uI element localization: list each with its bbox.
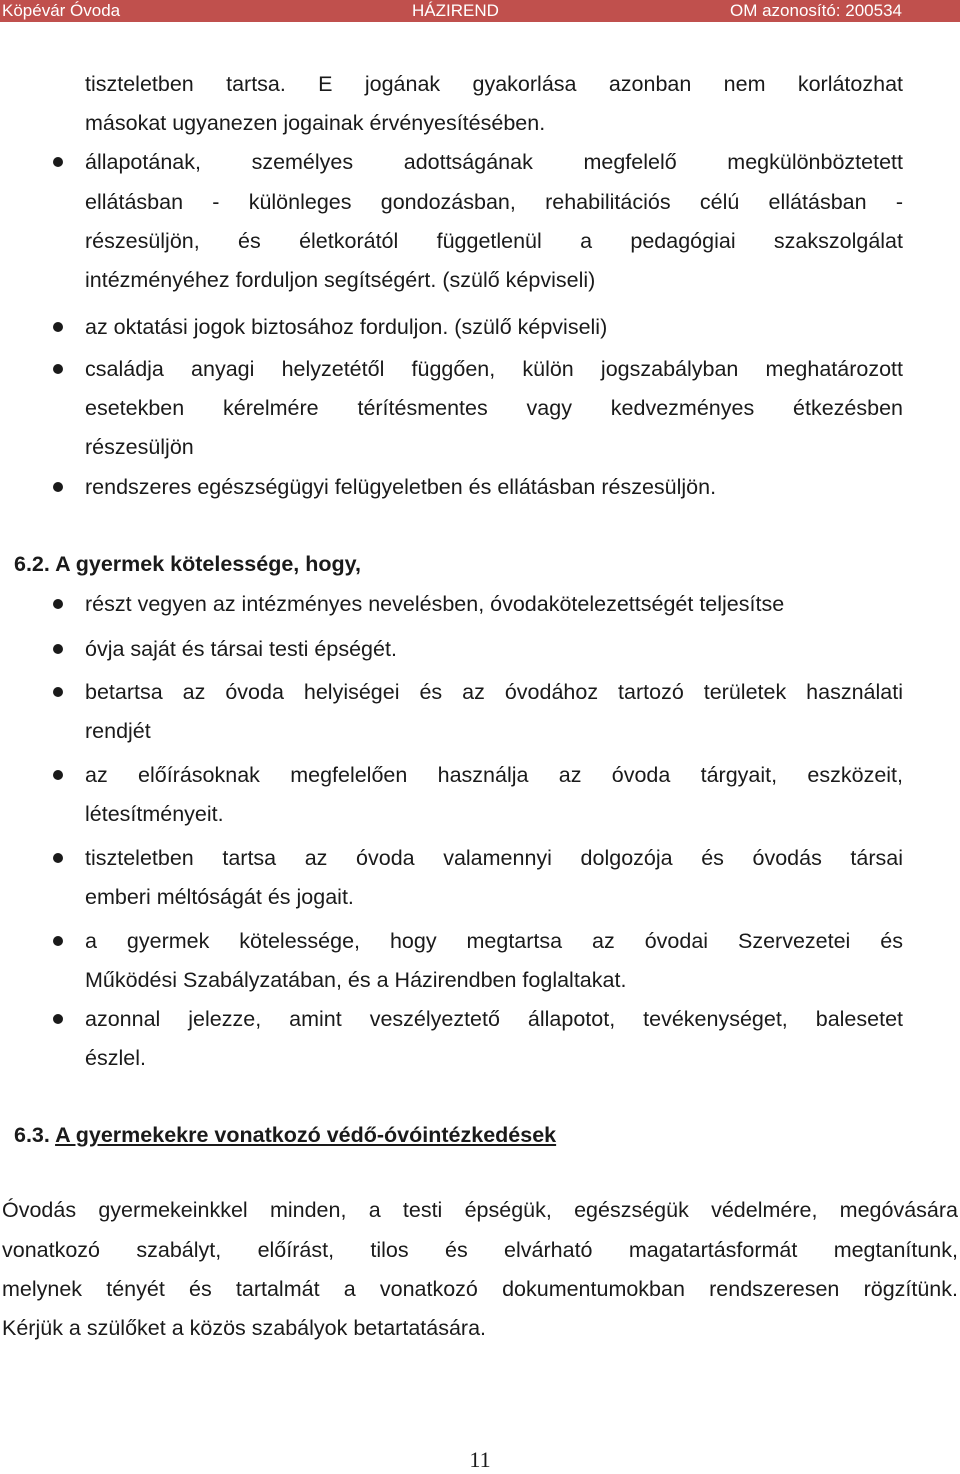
text-line: másokat ugyanezen jogainak érvényesítésében. — [85, 111, 546, 135]
bullet-icon — [53, 687, 63, 697]
section-heading-6-3 — [14, 1121, 556, 1149]
header-om-id: OM azonosító: 200534 — [729, 1, 902, 20]
section-title: A gyermekekre vonatkozó védő-óvóintézkedések — [55, 1123, 557, 1147]
bullet-icon — [53, 936, 63, 946]
header-school-name: Köpévár Óvoda — [2, 1, 121, 20]
list-item-line: létesítményeit. — [85, 802, 224, 826]
list-item-line: észlel. — [85, 1046, 146, 1070]
list-item-line: ellátásban - különleges gondozásban, rehabilitációs célú ellátásban - — [85, 190, 903, 214]
section-number: 6.2. — [14, 552, 50, 576]
section-heading-6-2 — [14, 550, 361, 578]
list-item-line: Működési Szabályzatában, és a Házirendben foglaltakat. — [85, 968, 627, 992]
list-item-line: emberi méltóságát és jogait. — [85, 885, 354, 909]
list-item-line: az előírásoknak megfelelően használja az óvoda tárgyait, eszközeit, — [85, 763, 903, 787]
list-item-line: rendjét — [85, 719, 151, 743]
page-number: 11 — [469, 1447, 491, 1472]
paragraph-line: melynek tényét és tartalmát a vonatkozó dokumentumokban rendszeresen rögzítünk. — [2, 1277, 958, 1301]
paragraph-line: Kérjük a szülőket a közös szabályok betartatására. — [2, 1316, 487, 1340]
list-item-line: családja anyagi helyzetétől függően, külön jogszabályban meghatározott — [85, 357, 903, 381]
bullet-icon — [53, 599, 63, 609]
list-item-line: azonnal jelezze, amint veszélyeztető állapotot, tevékenységet, balesetet — [85, 1007, 903, 1031]
bullet-icon — [53, 157, 63, 167]
list-item-line: betartsa az óvoda helyiségei és az óvodához tartozó területek használati — [85, 680, 903, 704]
list-item-line: tiszteletben tartsa az óvoda valamennyi dolgozója és óvodás társai — [85, 846, 903, 870]
list-item-line: az oktatási jogok biztosához forduljon. (szülő képviseli) — [85, 315, 608, 339]
bullet-icon — [53, 770, 63, 780]
list-item-line: részt vegyen az intézményes nevelésben, óvodakötelezettségét teljesítse — [85, 592, 785, 616]
list-item-line: esetekben kérelmére térítésmentes vagy kedvezményes étkezésben — [85, 396, 903, 420]
list-item-line: óvja saját és társai testi épségét. — [85, 637, 397, 661]
list-item-line: rendszeres egészségügyi felügyeletben és ellátásban részesüljön. — [85, 475, 717, 499]
section-title: A gyermek kötelessége, hogy, — [55, 552, 361, 576]
list-item-line: intézményéhez forduljon segítségért. (szülő képviseli) — [85, 268, 596, 292]
list-item-line: részesüljön, és életkorától függetlenül a pedagógiai szakszolgálat — [85, 229, 903, 253]
bullet-icon — [53, 1014, 63, 1024]
list-item-line: részesüljön — [85, 435, 194, 459]
bullet-icon — [53, 853, 63, 863]
paragraph-line: Óvodás gyermekeinkkel minden, a testi épségük, egészségük védelmére, megóvására — [2, 1198, 958, 1222]
bullet-icon — [53, 482, 63, 492]
bullet-icon — [53, 322, 63, 332]
header-document-title: HÁZIREND — [412, 1, 499, 20]
bullet-icon — [53, 644, 63, 654]
page-header — [0, 0, 960, 22]
text-line: tiszteletben tartsa. E jogának gyakorlása azonban nem korlátozhat — [85, 72, 903, 96]
section-number: 6.3. — [14, 1123, 50, 1147]
bullet-icon — [53, 364, 63, 374]
paragraph-line: vonatkozó szabályt, előírást, tilos és elvárható magatartásformát megtanítunk, — [2, 1238, 958, 1262]
list-item-line: a gyermek kötelessége, hogy megtartsa az óvodai Szervezetei és — [85, 929, 903, 953]
list-item-line: állapotának, személyes adottságának megfelelő megkülönböztetett — [85, 150, 903, 174]
